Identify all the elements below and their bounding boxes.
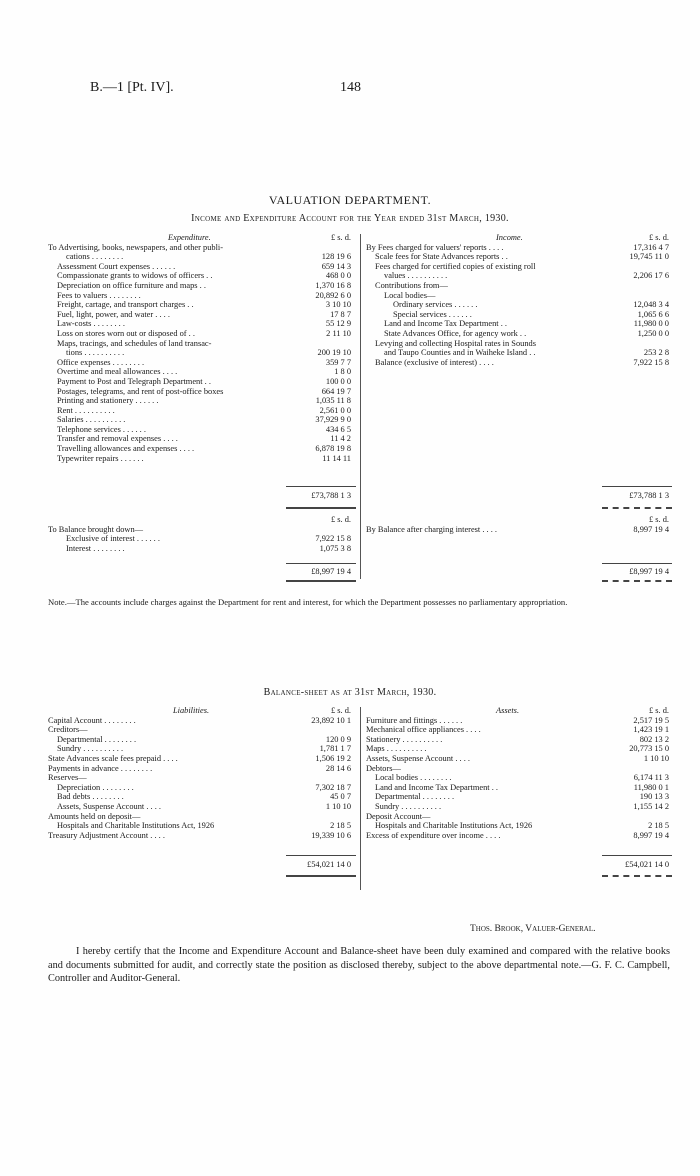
- expenditure-row: [48, 358, 353, 368]
- liability-amount: 28 14 6: [325, 763, 351, 773]
- liability-description: State Advances scale fees prepaid . . . .: [48, 753, 178, 763]
- expenditure-description: Rent . . . . . . . . . .: [57, 405, 115, 415]
- expenditure-amount: 11 4 2: [330, 434, 351, 444]
- expenditure-total: £73,788 1 3: [311, 491, 351, 500]
- asset-amount: 8,997 19 4: [633, 830, 669, 840]
- asset-row: [366, 812, 671, 822]
- expenditure-row: [48, 387, 353, 397]
- asset-description: Deposit Account—: [366, 811, 431, 821]
- income-row: [366, 262, 671, 272]
- total-double-rule-left: [286, 507, 356, 509]
- asset-amount: 2,517 19 5: [633, 715, 669, 725]
- income-row: [366, 243, 671, 253]
- expenditure-description: Transfer and removal expenses . . . .: [57, 434, 178, 444]
- income-amount: 7,922 15 8: [633, 357, 669, 367]
- asset-amount: 190 13 3: [639, 792, 669, 802]
- expenditure-description: Loss on stores worn out or disposed of . .: [57, 328, 195, 338]
- income-row: [366, 319, 671, 329]
- liability-row: [48, 754, 353, 764]
- income-row: [366, 252, 671, 262]
- balance-double-rule-right: [602, 580, 672, 582]
- expenditure-row: [48, 425, 353, 435]
- expenditure-amount: 1,370 16 8: [315, 280, 351, 290]
- balance-right-amount: 8,997 19 4: [633, 524, 669, 534]
- balance-currency-row-right: [366, 515, 671, 525]
- income-row: [366, 281, 671, 291]
- liability-description: Hospitals and Charitable Institutions Act, 1926: [57, 821, 215, 831]
- expenditure-row: [48, 348, 353, 358]
- liability-amount: 45 0 7: [330, 792, 351, 802]
- balance-left-column: [48, 515, 353, 553]
- expenditure-description: Maps, tracings, and schedules of land transac-: [57, 338, 212, 348]
- balance-left-row: [48, 525, 353, 535]
- asset-amount: 20,773 15 0: [629, 744, 669, 754]
- expenditure-amount: 100 0 0: [325, 376, 351, 386]
- asset-description: Debtors—: [366, 763, 401, 773]
- balance-double-rule-left: [286, 580, 356, 582]
- expenditure-amount: 55 12 9: [325, 319, 351, 329]
- income-description: Balance (exclusive of interest) . . . .: [375, 357, 494, 367]
- income-description: By Fees charged for valuers' reports . . . .: [366, 242, 504, 252]
- expenditure-amount: 1 8 0: [334, 367, 351, 377]
- liability-description: Creditors—: [48, 725, 88, 735]
- expenditure-row: [48, 415, 353, 425]
- liability-description: Sundry . . . . . . . . . .: [57, 744, 124, 754]
- expenditure-description: cations . . . . . . . .: [66, 252, 124, 262]
- liability-row: [48, 735, 353, 745]
- asset-row: [366, 744, 671, 754]
- income-row: [366, 348, 671, 358]
- asset-amount: 1,155 14 2: [633, 801, 669, 811]
- expenditure-row: [48, 300, 353, 310]
- expenditure-row: [48, 329, 353, 339]
- balance-right-column: [366, 515, 671, 534]
- expenditure-description: Compassionate grants to widows of officers . .: [57, 271, 213, 281]
- liability-row: [48, 812, 353, 822]
- income-row: [366, 339, 671, 349]
- currency-heading: £ s. d.: [330, 233, 351, 242]
- asset-description: Mechanical office appliances . . . .: [366, 725, 481, 735]
- liability-description: Depreciation . . . . . . . .: [57, 782, 134, 792]
- balance-left-row: [48, 534, 353, 544]
- income-total: £73,788 1 3: [629, 491, 669, 500]
- liability-description: Amounts held on deposit—: [48, 811, 141, 821]
- liabilities-rows: [48, 716, 353, 841]
- liability-amount: 1,506 19 2: [315, 753, 351, 763]
- expenditure-amount: 434 6 5: [325, 424, 351, 434]
- liability-amount: 2 18 5: [330, 821, 351, 831]
- income-amount: 2,206 17 6: [633, 271, 669, 281]
- asset-description: Furniture and fittings . . . . . .: [366, 715, 463, 725]
- income-description: and Taupo Counties and in Waiheke Island . .: [384, 348, 536, 358]
- income-description: Special services . . . . . .: [393, 309, 472, 319]
- liability-row: [48, 783, 353, 793]
- balance-left-amount: 7,922 15 8: [315, 534, 351, 544]
- expenditure-column: [48, 233, 353, 463]
- balance-left-description: To Balance brought down—: [48, 524, 144, 534]
- balance-left-row: [48, 544, 353, 554]
- expenditure-amount: 359 7 7: [325, 357, 351, 367]
- liability-description: Bad debts . . . . . . . .: [57, 792, 124, 802]
- income-row: [366, 329, 671, 339]
- liability-description: Capital Account . . . . . . . .: [48, 715, 136, 725]
- liability-description: Payments in advance . . . . . . . .: [48, 763, 153, 773]
- expenditure-row: [48, 262, 353, 272]
- asset-amount: 802 13 2: [639, 734, 669, 744]
- asset-row: [366, 725, 671, 735]
- liabilities-total: £54,021 14 0: [307, 860, 351, 869]
- liability-row: [48, 716, 353, 726]
- income-row: [366, 300, 671, 310]
- expenditure-row: [48, 406, 353, 416]
- expenditure-row: [48, 319, 353, 329]
- expenditure-row: [48, 434, 353, 444]
- income-description: values . . . . . . . . . .: [384, 271, 448, 281]
- expenditure-amount: 664 19 7: [321, 386, 351, 396]
- liabilities-currency-heading: £ s. d.: [330, 706, 351, 715]
- balance-total-left: £8,997 19 4: [311, 567, 351, 576]
- income-amount: 1,250 0 0: [637, 328, 669, 338]
- liability-amount: 120 0 9: [325, 734, 351, 744]
- expenditure-description: Salaries . . . . . . . . . .: [57, 415, 126, 425]
- total-rule-left: [286, 486, 356, 487]
- expenditure-row: [48, 454, 353, 464]
- income-amount: 1,065 6 6: [637, 309, 669, 319]
- page-number: 148: [340, 80, 361, 95]
- balance-right-description: By Balance after charging interest . . . .: [366, 524, 498, 534]
- running-header: B.—1 [Pt. IV].: [90, 80, 174, 95]
- income-row: [366, 358, 671, 368]
- balance-left-amount: 1,075 3 8: [319, 543, 351, 553]
- departmental-note: Note.—The accounts include charges against the Department for rent and interest, for which the Department possesses no parliamentary appropriation.: [48, 597, 568, 607]
- liability-amount: 1,781 1 7: [319, 744, 351, 754]
- income-account-title: Income and Expenditure Account for the Year ended 31st March, 1930.: [191, 213, 509, 224]
- total-double-rule-right: [602, 507, 672, 509]
- expenditure-description: Postages, telegrams, and rent of post-office boxes: [57, 386, 224, 396]
- income-row: [366, 271, 671, 281]
- asset-amount: 1,423 19 1: [633, 725, 669, 735]
- expenditure-description: Fuel, light, power, and water . . . .: [57, 309, 170, 319]
- currency-heading-right: £ s. d.: [648, 233, 669, 242]
- asset-row: [366, 821, 671, 831]
- income-description: Levying and collecting Hospital rates in Sounds: [375, 338, 536, 348]
- liability-description: Assets, Suspense Account . . . .: [57, 801, 161, 811]
- liability-amount: 23,892 10 1: [311, 715, 351, 725]
- liability-row: [48, 792, 353, 802]
- expenditure-header-row: [48, 233, 353, 243]
- income-amount: 17,316 4 7: [633, 242, 669, 252]
- expenditure-description: To Advertising, books, newspapers, and other publi-: [48, 242, 224, 252]
- valuer-general-signature: Thos. Brook, Valuer-General.: [470, 924, 596, 934]
- expenditure-amount: 200 19 10: [317, 348, 351, 358]
- liability-amount: 19,339 10 6: [311, 830, 351, 840]
- balance-rule-left: [286, 563, 356, 564]
- assets-heading: Assets.: [496, 706, 520, 715]
- expenditure-amount: 11 14 11: [322, 453, 351, 463]
- expenditure-description: Office expenses . . . . . . . .: [57, 357, 145, 367]
- expenditure-description: tions . . . . . . . . . .: [66, 348, 125, 358]
- expenditure-description: Telephone services . . . . . .: [57, 424, 146, 434]
- liability-description: Reserves—: [48, 773, 87, 783]
- income-amount: 12,048 3 4: [633, 300, 669, 310]
- expenditure-amount: 468 0 0: [325, 271, 351, 281]
- asset-amount: 1 10 10: [643, 753, 669, 763]
- expenditure-row: [48, 271, 353, 281]
- liabilities-heading: Liabilities.: [173, 706, 210, 715]
- liability-row: [48, 744, 353, 754]
- liability-description: Treasury Adjustment Account . . . .: [48, 830, 165, 840]
- expenditure-amount: 2 11 10: [326, 328, 351, 338]
- balance-currency-row: [48, 515, 353, 525]
- bs-double-rule-right: [602, 875, 672, 877]
- balance-sheet-title: Balance-sheet as at 31st March, 1930.: [263, 687, 437, 698]
- expenditure-rows: [48, 243, 353, 464]
- liabilities-column: [48, 706, 353, 840]
- income-amount: 19,745 11 0: [629, 252, 669, 262]
- expenditure-amount: 17 8 7: [330, 309, 351, 319]
- expenditure-description: Freight, cartage, and transport charges . .: [57, 300, 194, 310]
- asset-row: [366, 792, 671, 802]
- expenditure-row: [48, 243, 353, 253]
- income-amount: 11,980 0 0: [633, 319, 669, 329]
- asset-row: [366, 831, 671, 841]
- income-description: Scale fees for State Advances reports . .: [375, 252, 508, 262]
- expenditure-amount: 1,035 11 8: [315, 396, 351, 406]
- asset-description: Maps . . . . . . . . . .: [366, 744, 427, 754]
- income-description: Local bodies—: [384, 290, 436, 300]
- balance-left-rows: [48, 525, 353, 554]
- asset-row: [366, 773, 671, 783]
- liability-row: [48, 764, 353, 774]
- expenditure-description: Travelling allowances and expenses . . . .: [57, 444, 195, 454]
- expenditure-description: Overtime and meal allowances . . . .: [57, 367, 178, 377]
- expenditure-amount: 37,929 9 0: [315, 415, 351, 425]
- bs-total-rule-right: [602, 855, 672, 856]
- income-column: [366, 233, 671, 367]
- bs-double-rule-left: [286, 875, 356, 877]
- asset-amount: 2 18 5: [648, 821, 669, 831]
- asset-row: [366, 764, 671, 774]
- assets-currency-heading: £ s. d.: [648, 706, 669, 715]
- balance-left-description: Interest . . . . . . . .: [66, 543, 125, 553]
- expenditure-description: Fees to valuers . . . . . . . .: [57, 290, 141, 300]
- balance-sheet-divider: [360, 707, 361, 890]
- expenditure-row: [48, 281, 353, 291]
- expenditure-row: [48, 396, 353, 406]
- asset-description: Hospitals and Charitable Institutions Act, 1926: [375, 821, 533, 831]
- expenditure-row: [48, 310, 353, 320]
- liability-row: [48, 773, 353, 783]
- expenditure-row: [48, 291, 353, 301]
- expenditure-row: [48, 339, 353, 349]
- asset-description: Sundry . . . . . . . . . .: [375, 801, 442, 811]
- expenditure-amount: 128 19 6: [321, 252, 351, 262]
- liability-description: Departmental . . . . . . . .: [57, 734, 137, 744]
- expenditure-heading: Expenditure.: [168, 233, 211, 242]
- income-rows: [366, 243, 671, 368]
- expenditure-description: Assessment Court expenses . . . . . .: [57, 261, 176, 271]
- expenditure-description: Depreciation on office furniture and maps . .: [57, 280, 206, 290]
- income-row: [366, 310, 671, 320]
- asset-row: [366, 754, 671, 764]
- liability-row: [48, 821, 353, 831]
- asset-row: [366, 716, 671, 726]
- assets-column: [366, 706, 671, 840]
- liability-row: [48, 831, 353, 841]
- income-description: Land and Income Tax Department . .: [384, 319, 507, 329]
- expenditure-amount: 3 10 10: [325, 300, 351, 310]
- liability-row: [48, 725, 353, 735]
- expenditure-description: Payment to Post and Telegraph Department . .: [57, 376, 211, 386]
- asset-row: [366, 802, 671, 812]
- expenditure-row: [48, 367, 353, 377]
- expenditure-amount: 659 14 3: [321, 261, 351, 271]
- expenditure-description: Printing and stationery . . . . . .: [57, 396, 159, 406]
- expenditure-row: [48, 252, 353, 262]
- asset-description: Land and Income Tax Department . .: [375, 782, 498, 792]
- liability-amount: 7,302 18 7: [315, 782, 351, 792]
- department-title: VALUATION DEPARTMENT.: [268, 193, 432, 207]
- income-row: [366, 291, 671, 301]
- total-rule-right: [602, 486, 672, 487]
- expenditure-description: Typewriter repairs . . . . . .: [57, 453, 144, 463]
- income-header-row: [366, 233, 671, 243]
- asset-amount: 11,980 0 1: [633, 782, 669, 792]
- asset-description: Excess of expenditure over income . . . .: [366, 830, 501, 840]
- asset-description: Local bodies . . . . . . . .: [375, 773, 452, 783]
- expenditure-description: Law-costs . . . . . . . .: [57, 319, 125, 329]
- expenditure-amount: 20,892 6 0: [315, 290, 351, 300]
- expenditure-amount: 2,561 0 0: [319, 405, 351, 415]
- audit-certificate: I hereby certify that the Income and Expenditure Account and Balance-sheet have been duly examined and compared with the relative books and documents submitted for audit, and correctly state the position as disclosed thereby, subject to the above departmental note.—G. F. C. Campbell, Controller and Auditor-General.: [48, 946, 670, 984]
- asset-row: [366, 783, 671, 793]
- assets-header-row: [366, 706, 671, 716]
- income-description: Contributions from—: [375, 280, 448, 290]
- balance-rule-right: [602, 563, 672, 564]
- balance-right-rows: [366, 525, 671, 535]
- assets-rows: [366, 716, 671, 841]
- balance-total-right: £8,997 19 4: [629, 567, 669, 576]
- expenditure-row: [48, 377, 353, 387]
- income-description: Fees charged for certified copies of existing roll: [375, 261, 536, 271]
- asset-description: Assets, Suspense Account . . . .: [366, 753, 470, 763]
- liability-amount: 1 10 10: [325, 801, 351, 811]
- currency-heading-balance: £ s. d.: [330, 515, 351, 524]
- asset-row: [366, 735, 671, 745]
- asset-amount: 6,174 11 3: [633, 773, 669, 783]
- income-description: State Advances Office, for agency work . .: [384, 328, 527, 338]
- bs-total-rule-left: [286, 855, 356, 856]
- assets-total: £54,021 14 0: [625, 860, 669, 869]
- asset-description: Departmental . . . . . . . .: [375, 792, 455, 802]
- liability-row: [48, 802, 353, 812]
- income-description: Ordinary services . . . . . .: [393, 300, 478, 310]
- income-account-divider: [360, 234, 361, 579]
- income-heading: Income.: [496, 233, 523, 242]
- liabilities-header-row: [48, 706, 353, 716]
- balance-left-description: Exclusive of interest . . . . . .: [66, 534, 160, 544]
- income-amount: 253 2 8: [643, 348, 669, 358]
- expenditure-amount: 6,878 19 8: [315, 444, 351, 454]
- expenditure-row: [48, 444, 353, 454]
- asset-description: Stationery . . . . . . . . . .: [366, 734, 443, 744]
- balance-right-row: [366, 525, 671, 535]
- currency-heading-balance-right: £ s. d.: [648, 515, 669, 524]
